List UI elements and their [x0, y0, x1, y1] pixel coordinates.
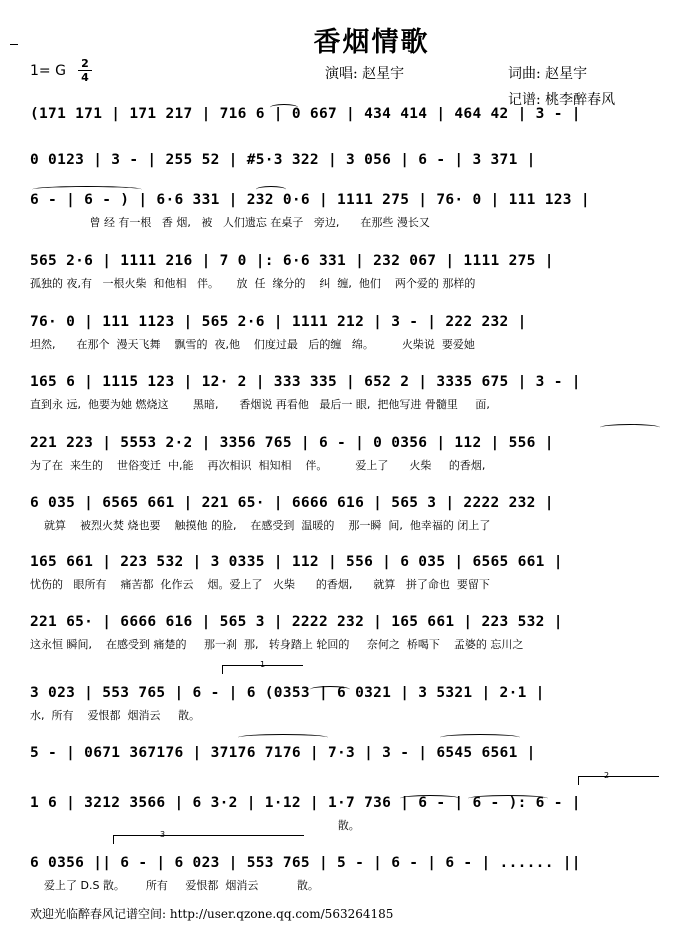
singer-credit: 演唱: 赵星宇: [325, 66, 405, 82]
lyric-line: 忧伤的 眼所有 痛苦都 化作云 烟。爱上了 火柴 的香烟, 就算 拼了命也 要留下: [30, 578, 490, 591]
notation-line: 165 6 | 1115 123 | 12· 2 | 333 335 | 652 2 | 3335 675 | 3 - |: [30, 374, 581, 390]
score-row: [30, 850, 660, 902]
score-row: [30, 490, 660, 542]
slur-arc: [440, 734, 520, 741]
transcriber-credit: 记谱: 桃李醉春风: [508, 92, 616, 108]
notation-line: 76· 0 | 111 1123 | 565 2·6 | 1111 212 | 3 - | 222 232 |: [30, 314, 527, 330]
score-row: [30, 101, 660, 153]
notation-line: 565 2·6 | 1111 216 | 7 0 |: 6·6 331 | 232 067 | 1111 275 |: [30, 253, 554, 269]
lyric-line: 为了在 来生的 世俗变迁 中,能 再次相识 相知相 伴。 爱上了 火柴 的香烟,: [30, 459, 486, 472]
song-title: 香烟情歌: [313, 27, 430, 58]
score-row: [30, 309, 660, 361]
slur-arc: [600, 424, 660, 431]
notation-line: 0 0123 | 3 - | 255 52 | #5·3 322 | 3 056 | 6 - | 3 371 |: [30, 152, 536, 168]
lyric-line: 就算 被烈火焚 烧也要 触摸他 的脸, 在感受到 温暖的 那一瞬 间, 他幸福的 闭上了: [30, 519, 491, 532]
score-row: [30, 740, 660, 792]
notation-line: 5 - | 0671 367176 | 37176 7176 | 7·3 | 3 - | 6545 6561 |: [30, 745, 536, 761]
slur-arc: [32, 186, 142, 193]
composer-credit: 词曲: 赵星宇: [508, 66, 588, 82]
volta-bracket-third: [113, 835, 304, 844]
lyric-line: [30, 128, 660, 146]
notation-line: 6 0356 || 6 - | 6 023 | 553 765 | 5 - | 6 - | 6 - | ...... ||: [30, 855, 581, 871]
score-row: [30, 609, 660, 661]
lyric-line: 直到永 远, 他要为她 燃烧这 黑暗, 香烟说 再看他 最后一 眼, 把他写进 骨髓里 面,: [30, 398, 490, 411]
notation-line: 3 023 | 553 765 | 6 - | 6 (0353 | 6 0321 | 3 5321 | 2·1 |: [30, 685, 545, 701]
lyric-line: 散。: [30, 819, 360, 832]
volta-number-third: 3: [160, 830, 166, 839]
score-row: [30, 430, 660, 482]
slur-arc: [468, 795, 548, 802]
lyric-line: 水, 所有 爱恨都 烟消云 散。: [30, 709, 200, 722]
footer-website: 欢迎光临醉春风记谱空间: http://user.qzone.qq.com/563264185: [30, 907, 394, 921]
notation-line: 6 035 | 6565 661 | 221 65· | 6666 616 | 565 3 | 2222 232 |: [30, 495, 554, 511]
slur-arc: [238, 734, 328, 741]
score-row: [30, 369, 660, 421]
volta-number-second: 2: [604, 771, 610, 780]
lyric-line: 孤独的 夜,有 一根火柴 和他相 伴。 放 任 缘分的 纠 缠, 他们 两个爱的 那样的: [30, 277, 476, 290]
notation-line: 6 - | 6 - ) | 6·6 331 | 232 0·6 | 1111 275 | 76· 0 | 111 123 |: [30, 192, 590, 208]
key-signature: 1= G: [30, 63, 66, 79]
score-row: [30, 248, 660, 300]
notation-line: 221 223 | 5553 2·2 | 3356 765 | 6 - | 0 0356 | 112 | 556 |: [30, 435, 554, 451]
notation-line: 1 6 | 3212 3566 | 6 3·2 | 1·12 | 1·7 736 | 6 - | 6 - ): 6 - |: [30, 795, 581, 811]
lyric-line: 坦然, 在那个 漫天飞舞 飘雪的 夜,他 们度过最 后的缠 绵。 火柴说 要爱她: [30, 338, 475, 351]
slur-arc: [310, 686, 350, 693]
time-signature: [78, 58, 92, 83]
score-row: [30, 549, 660, 601]
notation-line: 165 661 | 223 532 | 3 0335 | 112 | 556 | 6 035 | 6565 661 |: [30, 554, 563, 570]
slur-arc: [256, 186, 286, 193]
lyric-line: 曾 经 有一根 香 烟, 被 人们遗忘 在桌子 旁边, 在那些 漫长又: [30, 216, 430, 229]
volta-number-first: 1: [260, 660, 266, 669]
time-signature-bottom: 4: [81, 71, 89, 84]
time-signature-top: 2: [81, 57, 89, 70]
notation-line: 221 65· | 6666 616 | 565 3 | 2222 232 | 165 661 | 223 532 |: [30, 614, 563, 630]
score-row: [30, 187, 660, 239]
slur-arc: [400, 795, 460, 802]
lyric-line: 爱上了 D.S 散。 所有 爱恨都 烟消云 散。: [30, 879, 319, 892]
slur-arc: [270, 104, 298, 111]
volta-bracket-second: [578, 776, 659, 785]
notation-line: (171 171 | 171 217 | 716 6 | 0 667 | 434 414 | 464 42 | 3 - |: [30, 106, 581, 122]
lyric-line: [30, 767, 660, 785]
lyric-line: 这永恒 瞬间, 在感受到 痛楚的 那一刹 那, 转身踏上 轮回的 奈何之 桥喝下 孟婆的 忘川之: [30, 638, 524, 651]
